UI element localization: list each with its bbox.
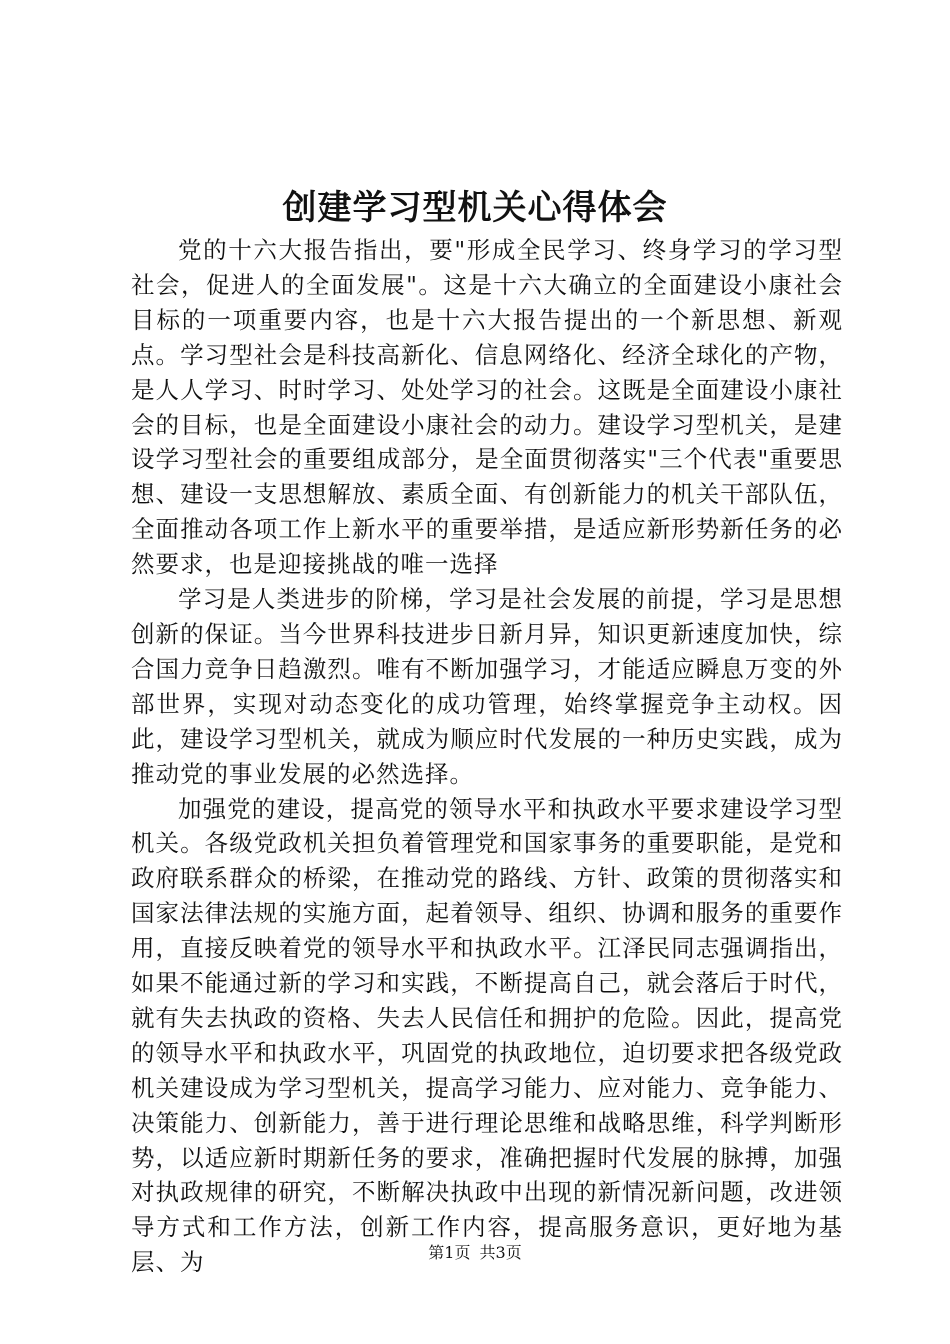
page-total: 共3页 [479, 1243, 522, 1262]
page-footer [0, 1241, 950, 1265]
paragraph: 加强党的建设，提高党的领导水平和执政水平要求建设学习型机关。各级党政机关担负着管理党和国家事务的重要职能，是党和政府联系群众的桥梁，在推动党的路线、方针、政策的贯彻落实和国家法律法规的实施方面，起着领导、组织、协调和服务的重要作用，直接反映着党的领导水平和执政水平。江泽民同志强调指出，如果不能通过新的学习和实践，不断提高自己，就会落后于时代，就有失去执政的资格、失去人民信任和拥护的危险。因此，提高党的领导水平和执政水平，巩固党的执政地位，迫切要求把各级党政机关建设成为学习型机关，提高学习能力、应对能力、竞争能力、决策能力、创新能力，善于进行理论思维和战略思维，科学判断形势，以适应新时期新任务的要求，准确把握时代发展的脉搏，加强对执政规律的研究，不断解决执政中出现的新情况新问题，改进领导方式和工作方法，创新工作内容，提高服务意识，更好地为基层、为 [131, 794, 843, 1277]
paragraph: 学习是人类进步的阶梯，学习是社会发展的前提，学习是思想创新的保证。当今世界科技进步日新月异，知识更新速度加快，综合国力竞争日趋激烈。唯有不断加强学习，才能适应瞬息万变的外部世界，实现对动态变化的成功管理，始终掌握竞争主动权。因此，建设学习型机关，就成为顺应时代发展的一种历史实践，成为推动党的事业发展的必然选择。 [131, 585, 843, 788]
document-body [131, 233, 843, 1280]
page-number: 第1页 [428, 1243, 471, 1262]
paragraph: 党的十六大报告指出，要"形成全民学习、终身学习的学习型社会，促进人的全面发展"。这是十六大确立的全面建设小康社会目标的一项重要内容，也是十六大报告提出的一个新思想、新观点。学习型社会是科技高新化、信息网络化、经济全球化的产物，是人人学习、时时学习、处处学习的社会。这既是全面建设小康社会的目标，也是全面建设小康社会的动力。建设学习型机关，是建设学习型社会的重要组成部分，是全面贯彻落实"三个代表"重要思想、建设一支思想解放、素质全面、有创新能力的机关干部队伍，全面推动各项工作上新水平的重要举措，是适应新形势新任务的必然要求，也是迎接挑战的唯一选择 [131, 236, 843, 579]
document-title: 创建学习型机关心得体会 [282, 188, 668, 228]
